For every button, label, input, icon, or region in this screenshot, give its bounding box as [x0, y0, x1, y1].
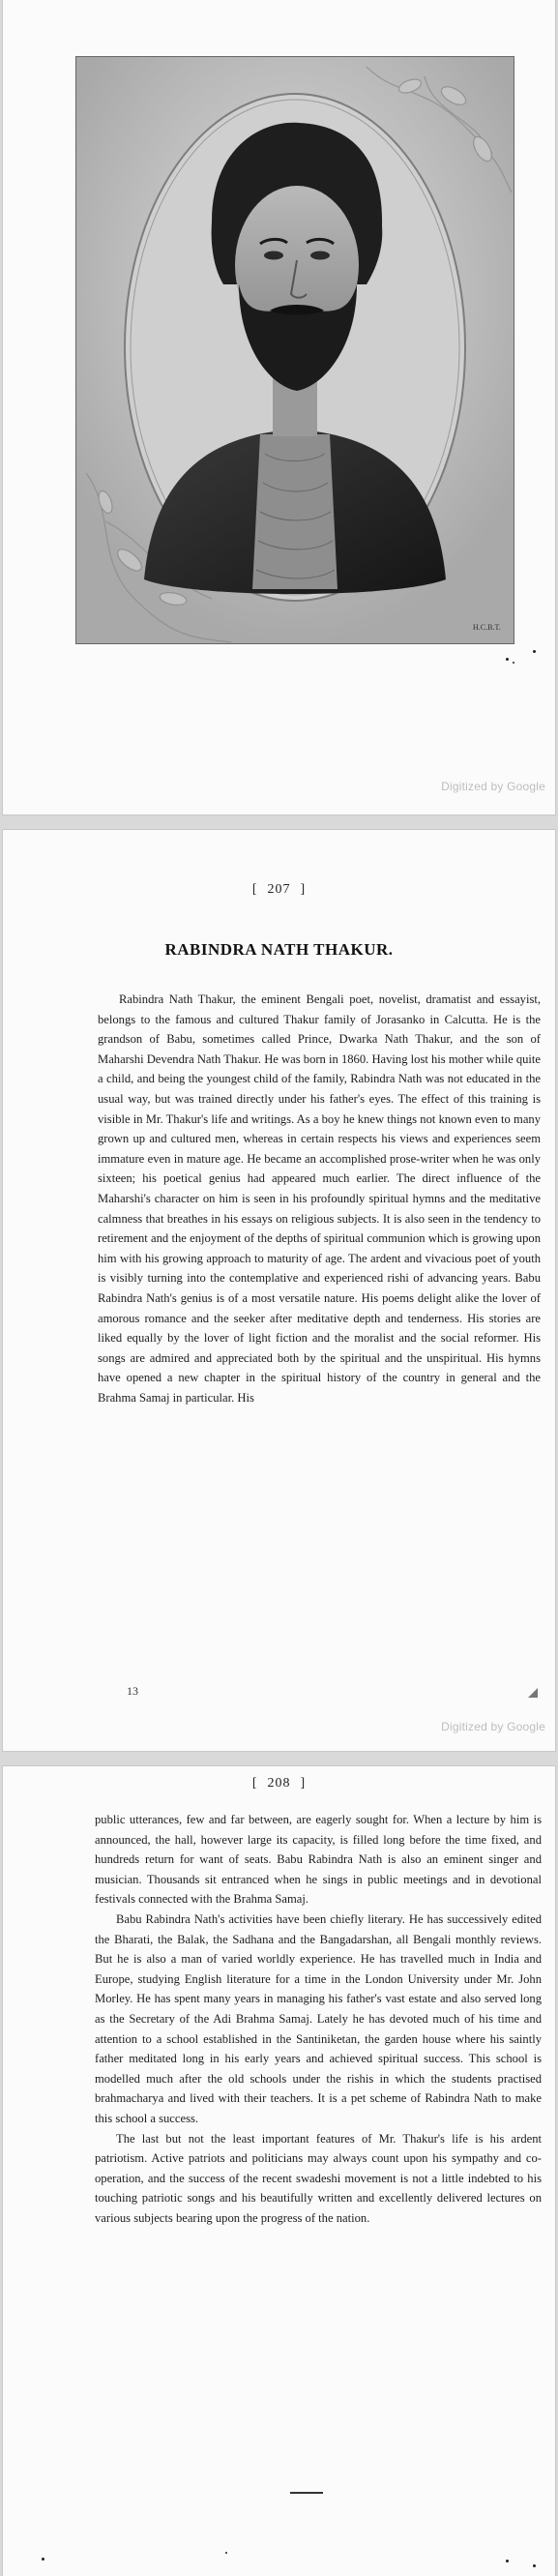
- signature-mark: 13: [127, 1684, 138, 1698]
- engraver-mark: H.C.B.T.: [473, 623, 501, 632]
- page-plate: [3, 0, 555, 814]
- digitized-watermark: Digitized by Google: [441, 780, 545, 793]
- left-eye: [264, 252, 283, 260]
- chapter-title: RABINDRA NATH THAKUR.: [164, 940, 394, 959]
- page-number-value: 208: [267, 1776, 291, 1791]
- page-207: [3, 830, 555, 1751]
- digitized-watermark: Digitized by Google: [441, 1720, 545, 1733]
- body-text: [98, 990, 541, 1407]
- right-eye: [310, 252, 330, 260]
- end-rule: [290, 2492, 323, 2494]
- paragraph: Babu Rabindra Nath's activities have been chiefly literary. He has successively edited the Bharati, the Balak, the Sadhana and the Bangadarshan, all Bengali monthly reviews. But he is also a man of varied worldly experience. He has travelled much in India and Europe, studying English literature for a time in the London University under Mr. John Morley. He has spent many years in managing his father's vast estate and also served long as the Secretary of the Adi Brahma Samaj. Lately he has devoted much of his time and attention to a school established in the Santiniketan, the garden house where his saintly father meditated long in his early years and achieved spiritual success. This school is modelled much after the old schools under the rishis in which the students practised brahmacharya and lived with their teachers. It is a pet scheme of Rabindra Nath to make this school a success.: [95, 1911, 542, 2125]
- paragraph: Rabindra Nath Thakur, the eminent Bengali poet, novelist, dramatist and essayist, belongs to the famous and cultured Thakur family of Jorasanko in Calcutta. He is the grandson of Babu, sometimes called Prince, Dwarka Nath Thakur, and the son of Maharshi Devendra Nath Thakur. He was born in 1860. Having lost his mother while quite a child, and being the youngest child of the family, Rabindra Nath was not educated in the usual way, but was trained directly under his father's eyes. The effect of this training is visible in Mr. Thakur's life and writings. As a boy he knew things not known even to many grown up and cultured men, whereas in certain respects his views and experiences seem immature even in mature age. He became an accomplished prose-writer when he was only sixteen; his poetical genius had appeared much earlier. The direct influence of the Maharshi's character on him is seen in his profoundly spiritual hymns and the meditative calmness that breathes in his essays on religious subjects. It is also seen in the tendency to retirement and the enjoyment of the depths of spiritual communion which is growing upon him with his growing approach to maturity of age. The ardent and vivacious poet of youth is visibly turning into the contemplative and experienced rishi of advancing years. Babu Rabindra Nath's genius is of a most versatile nature. His poems delight alike the lover of amorous romance and the seeker after meditative depth and tenderness. His stories are liked equally by the lover of light fiction and the moralist and the social reformer. His songs are admired and appreciated both by the spiritual and the unspiritual. His hymns have opened a new chapter in the spiritual history of the country in general and the Brahma Samaj in particular. His: [98, 992, 541, 1405]
- portrait-engraving: [76, 57, 514, 643]
- page-number: [ 207 ]: [251, 882, 307, 897]
- page-208: [3, 1766, 555, 2576]
- embroidered-vest: [252, 434, 338, 589]
- body-text: [95, 1810, 542, 2228]
- portrait-plate: [75, 56, 514, 644]
- page-number-value: 207: [267, 882, 291, 897]
- paragraph: The last but not the least important features of Mr. Thakur's life is his ardent patriotism. Active patriots and politicians may always count upon his sympathy and co-operation, and the success of the recent swadeshi movement is not a little indebted to his touching patriotic songs and his beautifully written and excellently delivered lectures on various subjects bearing upon the progress of the nation.: [95, 2131, 542, 2225]
- page-number: [ 208 ]: [251, 1776, 307, 1791]
- paragraph: public utterances, few and far between, are eagerly sought for. When a lecture by him is announced, the hall, however large its capacity, is filled long before the time fixed, and hundreds return for want of seats. Babu Rabindra Nath is also an eminent singer and musician. Thousands sit entranced when he sings in public meetings and in devotional festivals connected with the Brahma Samaj.: [95, 1813, 542, 1907]
- corner-mark: [528, 1688, 538, 1698]
